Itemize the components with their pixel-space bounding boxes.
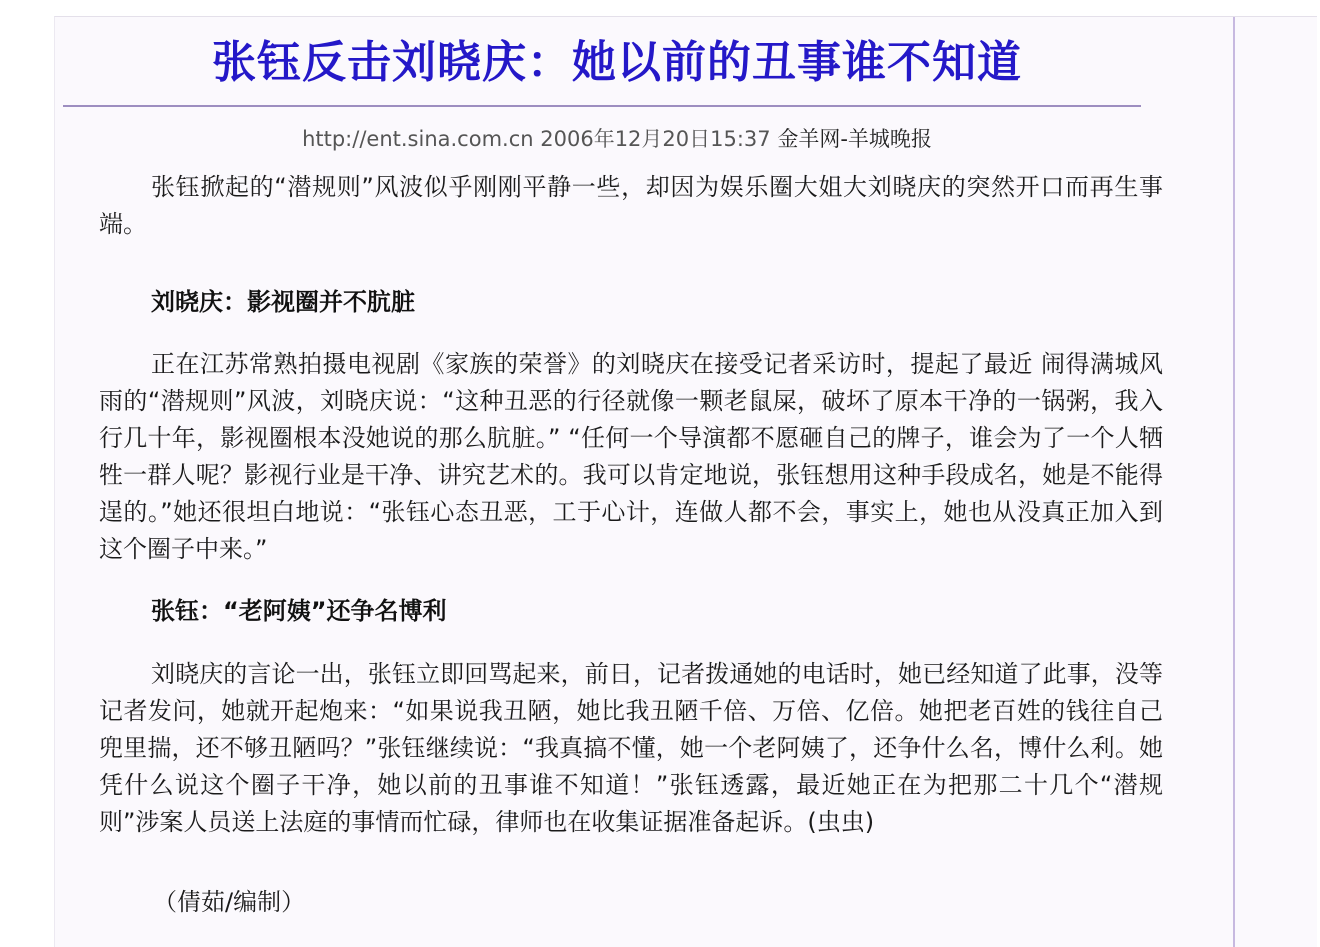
publish-datetime: 2006年12月20日15:37 (540, 127, 771, 151)
source-url-link[interactable]: http://ent.sina.com.cn (302, 127, 534, 151)
source-name: 金羊网-羊城晚报 (777, 127, 932, 151)
intro-paragraph: 张钰掀起的“潜规则”风波似乎刚刚平静一些，却因为娱乐圈大姐大刘晓庆的突然开口而再生事端。 (99, 173, 1163, 238)
section2-paragraph: 刘晓庆的言论一出，张钰立即回骂起来，前日，记者拨通她的电话时，她已经知道了此事，没等记者发问，她就开起炮来：“如果说我丑陋，她比我丑陋千倍、万倍、亿倍。她把老百姓的钱往自己兜里揣，还不够丑陋吗？”张钰继续说：“我真搞不懂，她一个老阿姨了，还争什么名，博什么利。她凭什么说这个圈子干净，她以前的丑事谁不知道！”张钰透露，最近她正在为把那二十几个“潜规则”涉案人员送上法庭的事情而忙碌，律师也在收集证据准备起诉。(虫虫) (99, 660, 1163, 836)
section2-heading: 张钰：“老阿姨”还争名博利 (151, 597, 447, 625)
editor-credit: （倩茹/编制） (153, 888, 306, 916)
title-divider (63, 105, 1141, 107)
section1-paragraph: 正在江苏常熟拍摄电视剧《家族的荣誉》的刘晓庆在接受记者采访时，提起了最近 闹得满城风雨的“潜规则”风波，刘晓庆说：“这种丑恶的行径就像一颗老鼠屎，破坏了原本干净的一锅粥，我入行几十年，影视圈根本没她说的那么肮脏。” “任何一个导演都不愿砸自己的牌子，谁会为了一个人牺牲一群人呢？影视行业是干净、讲究艺术的。我可以肯定地说，张钰想用这种手段成名，她是不能得逞的。”她还很坦白地说：“张钰心态丑恶，工于心计，连做人都不会，事实上，她也从没真正加入到这个圈子中来。” (99, 350, 1163, 563)
article-meta (55, 125, 1179, 153)
sidebar-divider (1233, 17, 1235, 947)
section1-heading: 刘晓庆：影视圈并不肮脏 (151, 288, 415, 316)
page (54, 16, 1317, 947)
article-title: 张钰反击刘晓庆：她以前的丑事谁不知道 (212, 37, 1022, 88)
